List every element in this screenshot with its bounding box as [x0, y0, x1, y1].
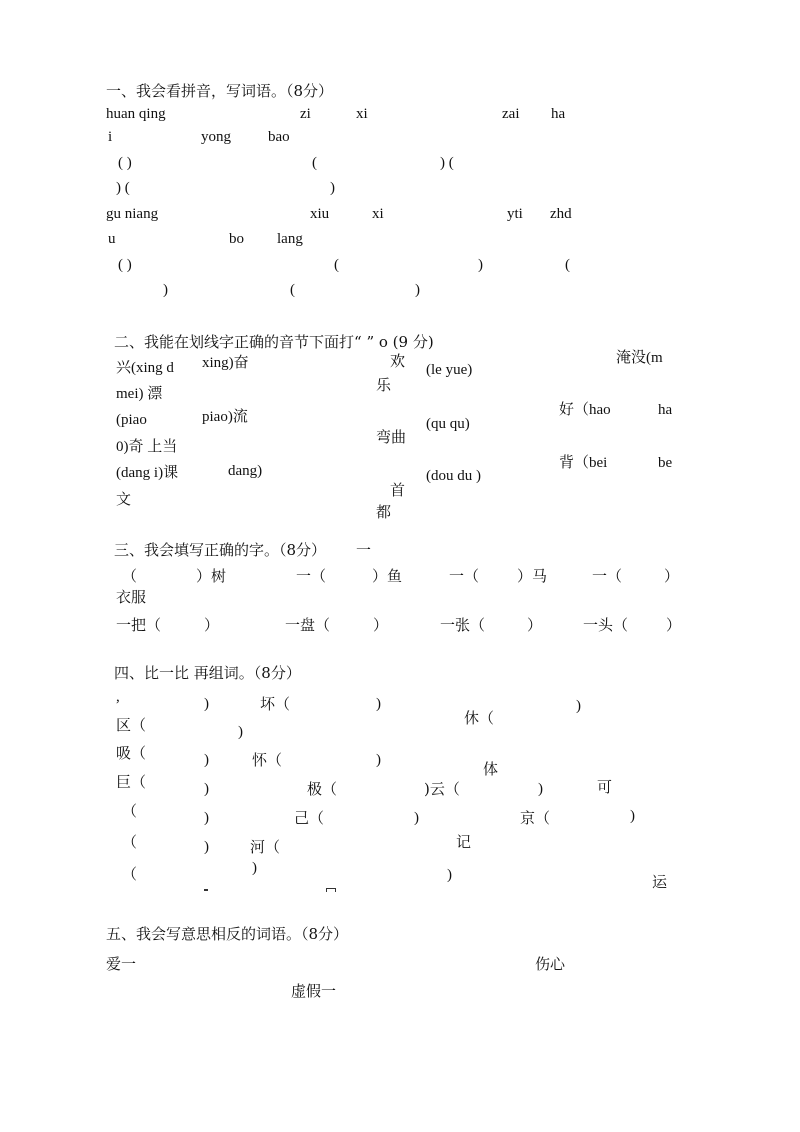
- cutoff-mark: [204, 889, 208, 891]
- pinyin: zi: [300, 106, 311, 122]
- pinyin-item: 首: [390, 483, 406, 499]
- compare-item: ): [204, 810, 209, 826]
- compare-item: 休（: [464, 709, 495, 727]
- pinyin: lang: [277, 231, 303, 247]
- fill-item: 一张（: [440, 616, 486, 634]
- pinyin: yong: [201, 129, 231, 145]
- compare-item: ): [238, 724, 243, 740]
- pinyin-item: 兴(xing d: [116, 360, 174, 376]
- fill-item: ）: [204, 616, 220, 634]
- section-1-title: 一、我会看拼音，写词语。（8分）: [106, 82, 334, 100]
- pinyin: xi: [356, 106, 368, 122]
- pinyin-item: piao)流: [202, 409, 248, 425]
- answer-bracket: ( ): [118, 155, 132, 171]
- answer-bracket: ( ): [118, 257, 132, 273]
- compare-item: 巨（: [116, 773, 147, 791]
- pinyin-item: 都: [376, 505, 392, 521]
- fill-item: 一盘（: [285, 616, 331, 634]
- pinyin-item: 弯曲: [376, 430, 407, 446]
- pinyin: xi: [372, 206, 384, 222]
- answer-bracket: (: [312, 155, 317, 171]
- fill-item: （: [122, 567, 138, 585]
- pinyin-item: (piao: [116, 412, 147, 428]
- compare-item: 京（: [520, 809, 551, 827]
- pinyin: huan qing: [106, 106, 166, 122]
- compare-item: 运: [652, 873, 668, 891]
- compare-item: ): [630, 808, 635, 824]
- pinyin-item: 背（bei: [559, 455, 608, 471]
- answer-bracket: ): [478, 257, 483, 273]
- pinyin: bo: [229, 231, 244, 247]
- fill-item: ）: [373, 616, 389, 634]
- compare-item: ,: [116, 689, 120, 705]
- fill-item: 一: [356, 541, 372, 559]
- pinyin: yti: [507, 206, 523, 222]
- pinyin: xiu: [310, 206, 330, 222]
- answer-bracket: (: [565, 257, 570, 273]
- pinyin-item: 乐: [376, 378, 392, 394]
- compare-item: 己（: [294, 809, 325, 827]
- fill-item: 衣服: [116, 588, 147, 606]
- compare-item: 区（: [116, 716, 147, 734]
- fill-item: 一头（: [583, 616, 629, 634]
- compare-item: )云（: [424, 780, 460, 798]
- pinyin-item: 0)奇 上当: [116, 439, 178, 455]
- section-3-title: 三、我会填写正确的字。（8分）: [114, 541, 327, 559]
- pinyin: i: [108, 129, 113, 145]
- pinyin: bao: [268, 129, 290, 145]
- fill-item: ）: [664, 567, 680, 585]
- pinyin-item: ha: [658, 402, 673, 418]
- section-5-title: 五、我会写意思相反的词语。（8分）: [106, 925, 349, 943]
- fill-item: ）: [666, 616, 682, 634]
- compare-item: ): [376, 752, 381, 768]
- pinyin-item: xing)奋: [202, 355, 249, 371]
- pinyin-item: (dou du ): [426, 468, 481, 484]
- compare-item: ): [576, 698, 581, 714]
- answer-bracket: (: [290, 282, 295, 298]
- pinyin-item: (qu qu): [426, 416, 470, 432]
- compare-item: ): [204, 696, 209, 712]
- antonym-item: 伤心: [535, 955, 566, 973]
- compare-item: ): [538, 781, 543, 797]
- fill-item: ）: [527, 616, 543, 634]
- pinyin: gu niang: [106, 206, 159, 222]
- pinyin-item: be: [658, 455, 673, 471]
- pinyin-item: (le yue): [426, 362, 473, 378]
- fill-item: 一（: [592, 567, 623, 585]
- section-4-title: 四、比一比 再组词。（8分）: [114, 664, 301, 682]
- pinyin-item: mei) 漂: [116, 386, 163, 402]
- answer-bracket: ) (: [116, 180, 130, 196]
- compare-item: ): [204, 781, 209, 797]
- pinyin-item: (dang i)课: [116, 465, 179, 481]
- compare-item: 坏（: [260, 695, 291, 713]
- antonym-item: 虚假一: [291, 982, 337, 1000]
- section-2-title: 二、我能在划线字正确的音节下面打“ ” o (9 分): [114, 333, 434, 351]
- compare-item: ): [204, 752, 209, 768]
- answer-bracket: ): [330, 180, 335, 196]
- answer-bracket: ): [415, 282, 420, 298]
- compare-item: ): [204, 839, 209, 855]
- compare-item: ): [414, 810, 419, 826]
- pinyin-item: 淹没(m: [616, 350, 663, 366]
- compare-item: ): [447, 867, 452, 883]
- compare-item: 体: [483, 760, 499, 778]
- answer-bracket: ) (: [440, 155, 454, 171]
- compare-item: ): [252, 860, 257, 876]
- pinyin-item: 文: [116, 492, 132, 508]
- compare-item: 吸（: [116, 744, 147, 762]
- pinyin-item: dang): [228, 463, 263, 479]
- compare-item: （: [122, 833, 138, 851]
- fill-item: ）鱼: [372, 567, 403, 585]
- fill-item: 一（: [296, 567, 327, 585]
- compare-item: （: [122, 802, 138, 820]
- compare-item: 可: [597, 778, 613, 796]
- pinyin-item: 欢: [390, 354, 406, 370]
- fill-item: 一把（: [116, 616, 162, 634]
- compare-item: ): [376, 696, 381, 712]
- compare-item: 记: [456, 833, 472, 851]
- fill-item: ）马: [517, 567, 548, 585]
- fill-item: 一（: [449, 567, 480, 585]
- fill-item: ）树: [196, 567, 227, 585]
- pinyin: zai: [502, 106, 520, 122]
- antonym-item: 爱一: [106, 955, 137, 973]
- compare-item: （: [122, 865, 138, 883]
- compare-item: 极（: [307, 780, 338, 798]
- compare-item: 怀（: [252, 751, 283, 769]
- pinyin-item: 好（hao: [559, 402, 611, 418]
- pinyin: u: [108, 231, 116, 247]
- answer-bracket: ): [163, 282, 168, 298]
- pinyin: ha: [551, 106, 566, 122]
- answer-bracket: (: [334, 257, 339, 273]
- compare-item: 河（: [250, 838, 281, 856]
- pinyin: zhd: [550, 206, 572, 222]
- cutoff-mark: [326, 888, 336, 892]
